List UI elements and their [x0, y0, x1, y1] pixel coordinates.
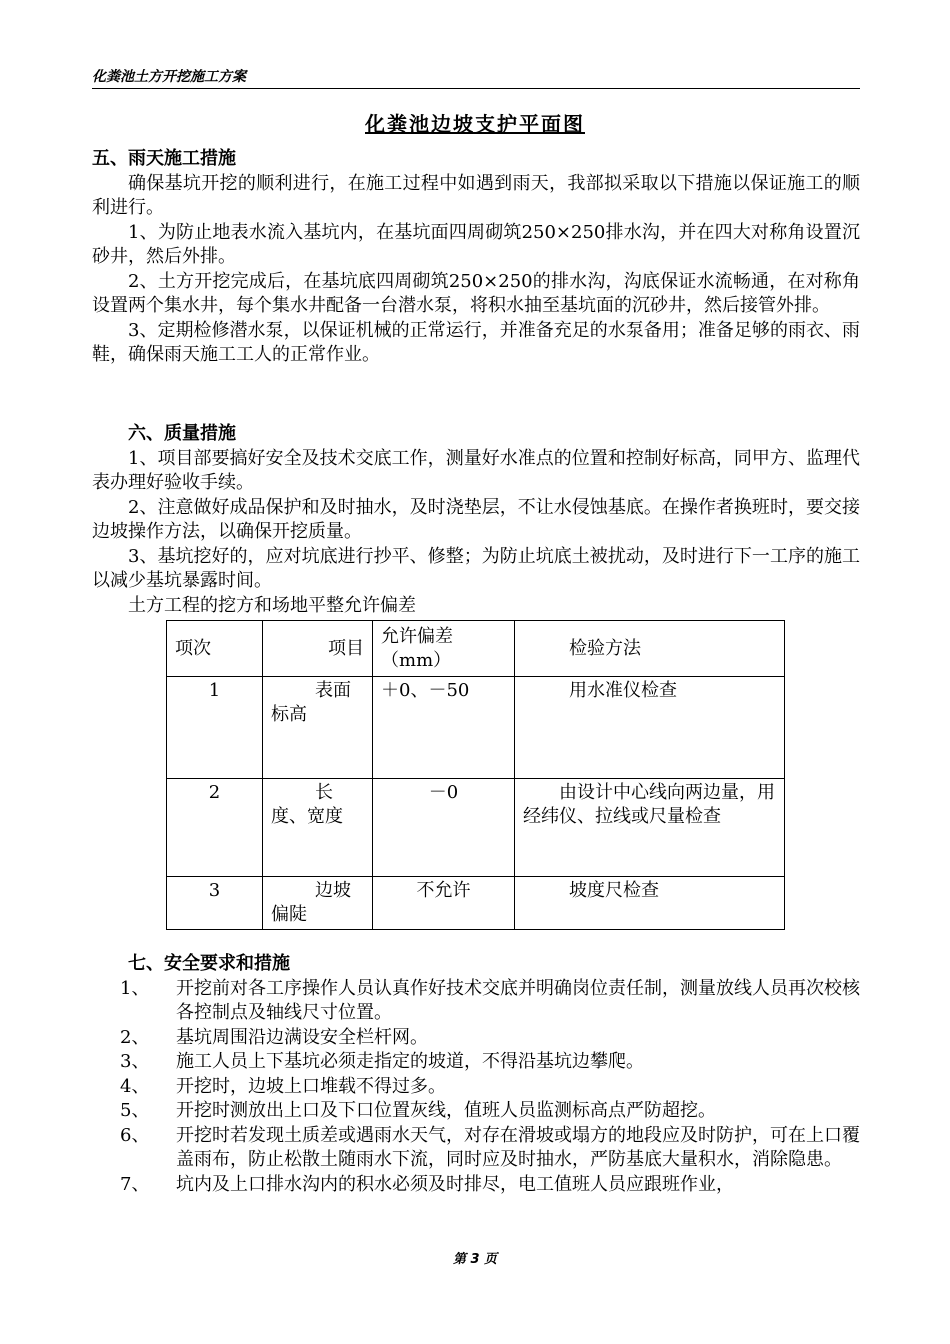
list-item [92, 1050, 860, 1075]
list-text: 开挖时若发现土质差或遇雨水天气，对存在滑坡或塌方的地段应及时防护，可在上口覆盖雨布，防止松散土随雨水下流，同时应及时抽水，严防基底大量积水，消除隐患。 [176, 1124, 860, 1170]
paragraph: 3、定期检修潜水泵，以保证机械的正常运行，并准备充足的水泵备用；准备足够的雨衣、雨鞋，确保雨天施工工人的正常作业。 [92, 319, 860, 365]
title-text: 化粪池边坡支护平面图 [365, 112, 585, 136]
list-number: 7、 [120, 1173, 150, 1195]
list-number: 4、 [120, 1075, 150, 1097]
section-heading: 六、质量措施 [128, 423, 236, 444]
paragraph: 1、项目部要搞好安全及技术交底工作，测量好水准点的位置和控制好标高，同甲方、监理代表办理好验收手续。 [92, 447, 860, 493]
list-text: 开挖前对各工序操作人员认真作好技术交底并明确岗位责任制，测量放线人员再次校核各控制点及轴线尺寸位置。 [176, 977, 860, 1023]
table-cell: 2 [167, 779, 263, 877]
list-number: 5、 [120, 1100, 150, 1121]
header-text: 化粪池土方开挖施工方案 [92, 69, 246, 85]
section-heading: 七、安全要求和措施 [128, 953, 290, 974]
header-cell: 项目 [263, 621, 373, 677]
table-cell: 表面标高 [263, 677, 373, 779]
table-cell: 边坡偏陡 [263, 877, 373, 930]
table-cell: 用水准仪检查 [515, 677, 785, 779]
list-item [92, 1173, 860, 1198]
list-item [92, 977, 860, 1026]
section-heading: 五、雨天施工措施 [92, 148, 236, 169]
list-text: 开挖时测放出上口及下口位置灰线，值班人员监测标高点严防超挖。 [176, 1100, 716, 1121]
page-number: 第 3 页 [452, 1252, 498, 1267]
list-number: 1、 [120, 977, 150, 999]
list-text: 基坑周围沿边满设安全栏杆网。 [176, 1026, 428, 1048]
list-item [92, 1099, 860, 1124]
page-header [92, 66, 860, 89]
table-cell: 3 [167, 877, 263, 930]
list-text: 坑内及上口排水沟内的积水必须及时排尽，电工值班人员应跟班作业， [176, 1173, 734, 1195]
table-cell: 坡度尺检查 [515, 877, 785, 930]
page-title [0, 108, 950, 137]
table-row [167, 877, 785, 930]
table-header-row [167, 621, 785, 677]
list-text: 施工人员上下基坑必须走指定的坡道，不得沿基坑边攀爬。 [176, 1051, 644, 1072]
paragraph: 2、注意做好成品保护和及时抽水，及时浇垫层，不让水侵蚀基底。在操作者换班时，要交接边坡操作方法，以确保开挖质量。 [92, 496, 860, 542]
list-item [92, 1124, 860, 1173]
paragraph: 2、土方开挖完成后，在基坑底四周砌筑250×250的排水沟，沟底保证水流畅通，在对称角设置两个集水井，每个集水井配备一台潜水泵，将积水抽至基坑面的沉砂井，然后接管外排。 [92, 270, 860, 316]
table-cell: －0 [373, 779, 515, 877]
header-cell: 允许偏差（mm） [373, 621, 515, 677]
page-footer [0, 1248, 950, 1267]
table-cell: 由设计中心线向两边量，用经纬仪、拉线或尺量检查 [515, 779, 785, 877]
table-cell: 长度、宽度 [263, 779, 373, 877]
header-cell: 检验方法 [515, 621, 785, 677]
table-cell: 1 [167, 677, 263, 779]
table-row [167, 779, 785, 877]
section-quality [92, 422, 860, 618]
paragraph: 3、基坑挖好的，应对坑底进行抄平、修整；为防止坑底土被扰动，及时进行下一工序的施工以减少基坑暴露时间。 [92, 545, 860, 591]
list-text: 开挖时，边坡上口堆载不得过多。 [176, 1075, 446, 1097]
list-number: 2、 [120, 1026, 150, 1048]
header-cell: 项次 [167, 621, 263, 677]
section-safety [92, 952, 860, 1197]
list-number: 6、 [120, 1124, 150, 1146]
list-item [92, 1075, 860, 1100]
section-rain [92, 147, 860, 368]
table-caption: 土方工程的挖方和场地平整允许偏差 [128, 594, 416, 616]
paragraph: 1、为防止地表水流入基坑内，在基坑面四周砌筑250×250排水沟，并在四大对称角设置沉砂井，然后外排。 [92, 221, 860, 267]
list-number: 3、 [120, 1051, 150, 1072]
table-cell: 不允许 [373, 877, 515, 930]
tolerance-table [166, 620, 785, 930]
table-cell: ＋0、－50 [373, 677, 515, 779]
table-row [167, 677, 785, 779]
list-item [92, 1026, 860, 1051]
paragraph: 确保基坑开挖的顺利进行，在施工过程中如遇到雨天，我部拟采取以下措施以保证施工的顺利进行。 [92, 172, 860, 218]
